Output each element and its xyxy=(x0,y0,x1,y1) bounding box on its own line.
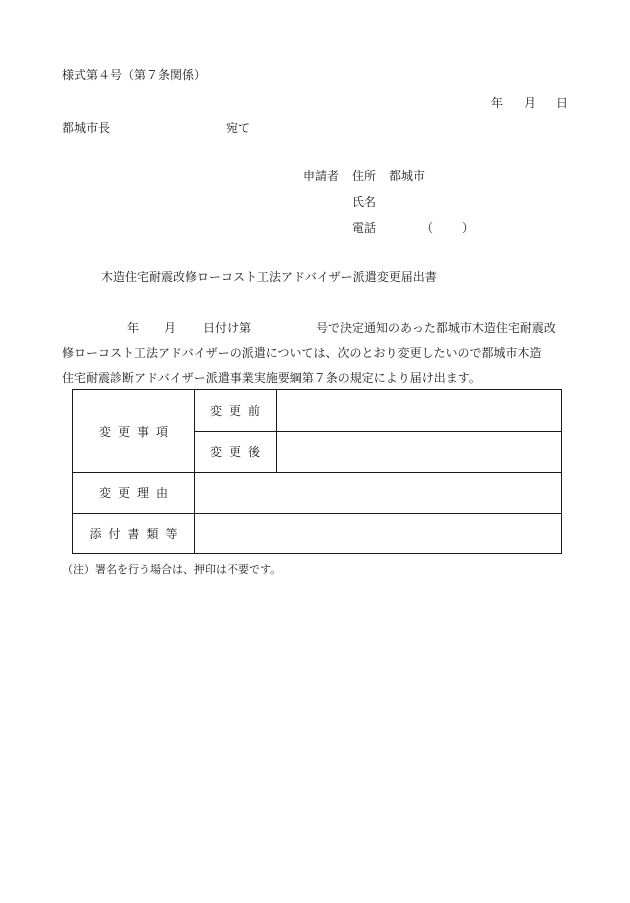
after-label: 変更後 xyxy=(209,445,267,459)
phone-paren-open: （ xyxy=(421,221,434,235)
reason-value-cell[interactable] xyxy=(195,473,561,512)
name-label: 氏名 xyxy=(352,195,377,209)
date-day-label: 日 xyxy=(556,96,569,110)
after-value-cell[interactable] xyxy=(277,432,561,471)
attachments-label: 添付書類等 xyxy=(89,527,185,541)
form-number: 様式第４号（第７条関係） xyxy=(62,68,207,82)
before-value-cell[interactable] xyxy=(277,391,561,430)
change-table xyxy=(72,389,562,554)
date-year-label: 年 xyxy=(491,96,504,110)
before-label: 変更前 xyxy=(209,404,267,418)
address-value: 都城市 xyxy=(389,169,426,183)
address-label: 住所 xyxy=(352,169,377,183)
footnote: （注）署名を行う場合は、押印は不要です。 xyxy=(62,563,282,576)
body-month-label: 月 xyxy=(164,321,177,335)
phone-label: 電話 xyxy=(352,221,377,235)
date-month-label: 月 xyxy=(524,96,537,110)
reason-label: 変更理由 xyxy=(98,486,175,500)
attachments-value-cell[interactable] xyxy=(195,514,561,553)
document-title: 木造住宅耐震改修ローコスト工法アドバイザー派遣変更届出書 xyxy=(101,270,437,284)
body-line2: 修ローコスト工法アドバイザーの派遣については、次のとおり変更したいので都城市木造 xyxy=(62,346,542,360)
phone-paren-close: ） xyxy=(462,221,475,235)
change-items-label: 変更事項 xyxy=(98,425,175,439)
body-line3: 住宅耐震診断アドバイザー派遣事業実施要綱第７条の規定により届け出ます。 xyxy=(62,371,481,385)
addressee: 都城市長 xyxy=(62,121,111,135)
applicant-label: 申請者 xyxy=(303,169,340,183)
body-line1-rest: 号で決定通知のあった都城市木造住宅耐震改 xyxy=(316,321,556,335)
body-dated-label: 日付け第 xyxy=(203,321,252,335)
body-year-label: 年 xyxy=(127,321,140,335)
addressee-suffix: 宛て xyxy=(226,121,251,135)
